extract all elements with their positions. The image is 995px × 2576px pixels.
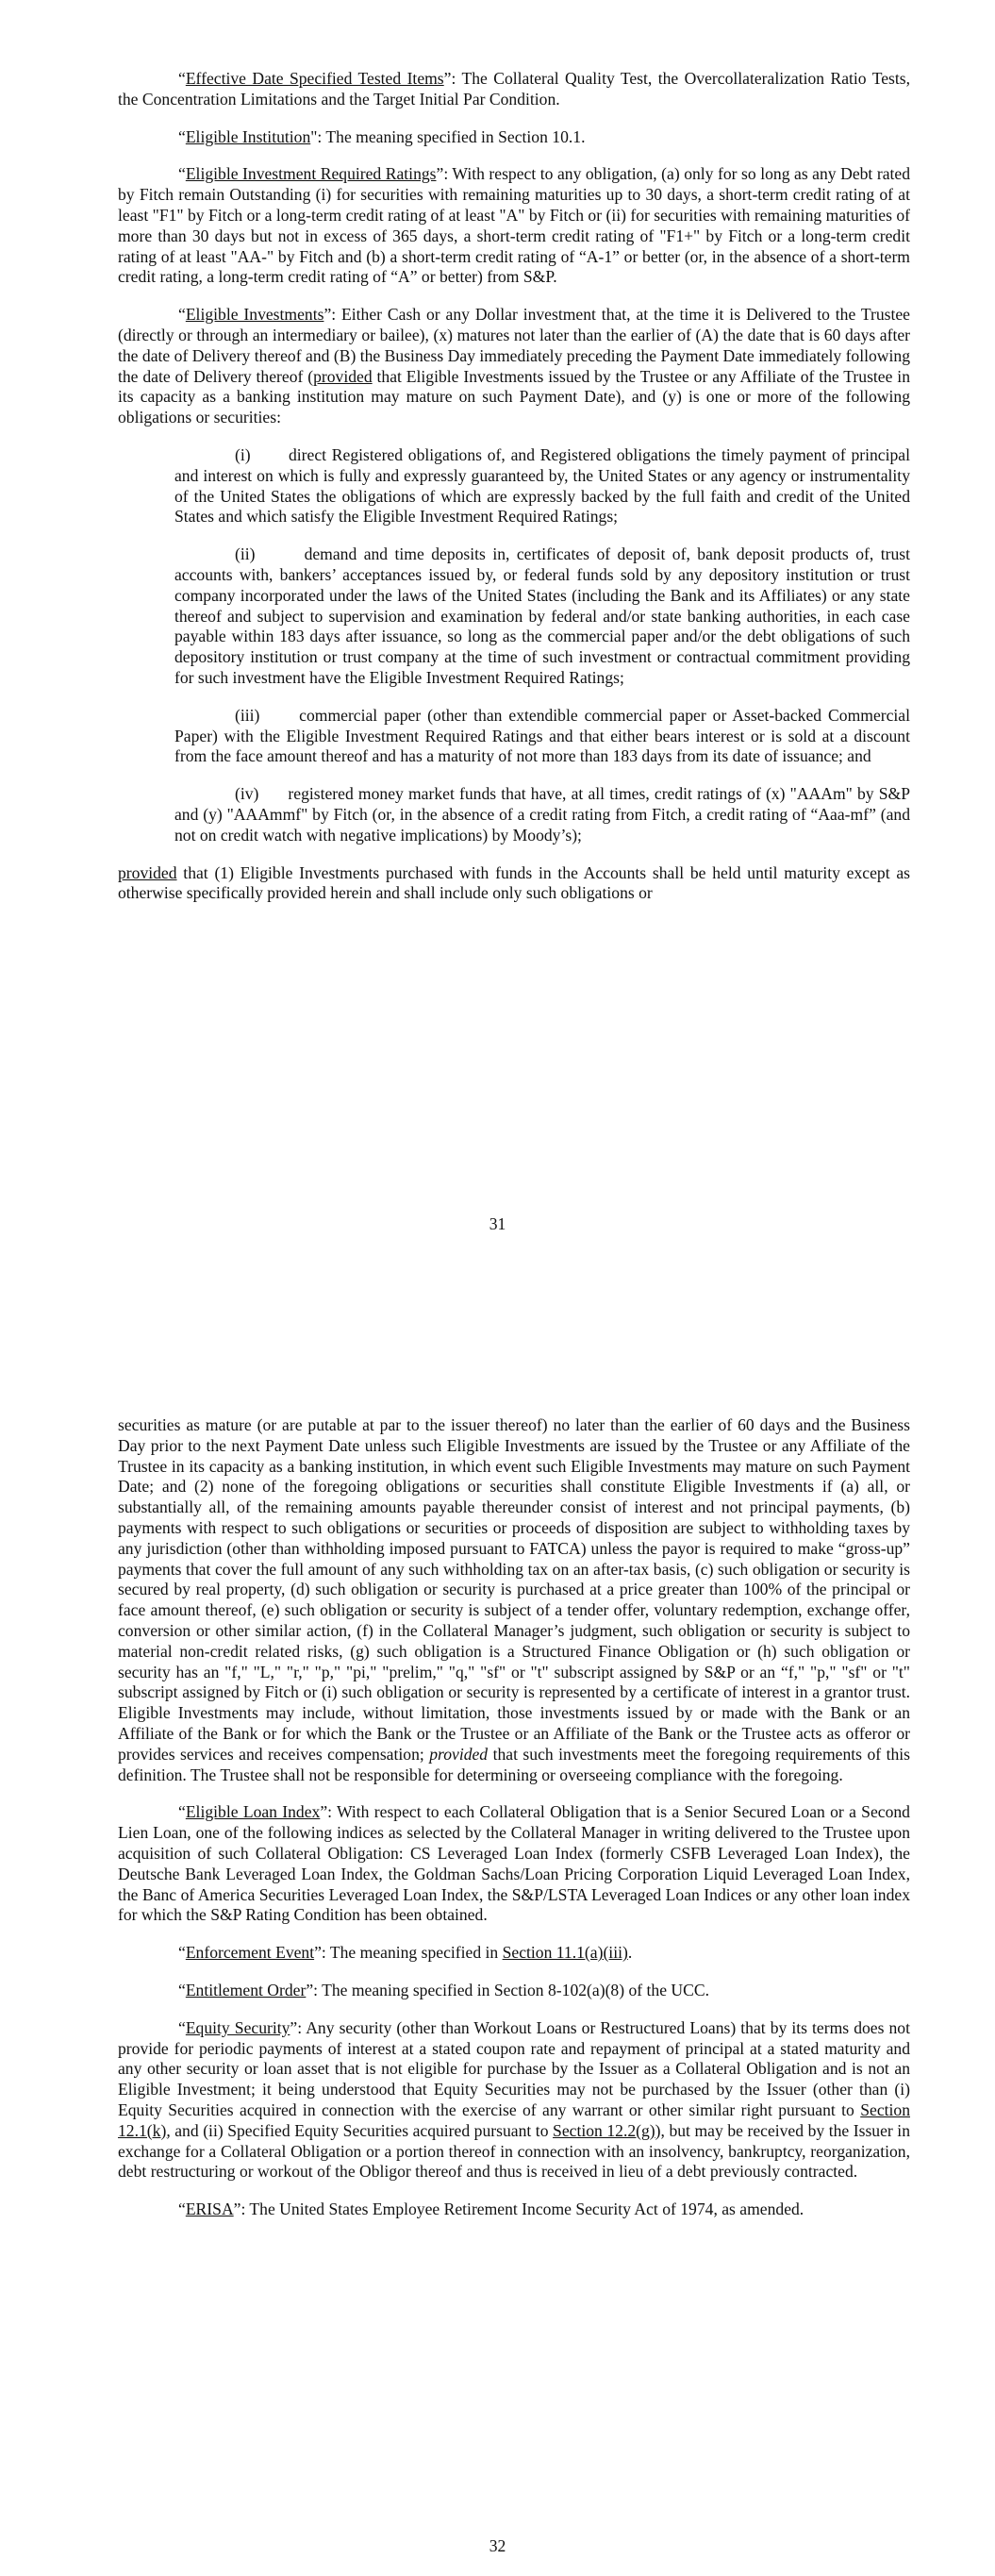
quote-mark: “ bbox=[178, 2200, 186, 2219]
definition-erisa bbox=[118, 2200, 910, 2220]
section-reference: Section 11.1(a)(iii) bbox=[502, 1943, 628, 1963]
list-item-number: (iv) bbox=[235, 784, 259, 804]
definition-text-continued: that Eligible Investments issued by the Trustee or any Affiliate of the Trustee in its capacity as a banking institution may mature on such Payment Date), and (y) is one or more of the following obligations or securities: bbox=[118, 366, 910, 427]
list-item-number: (ii) bbox=[235, 544, 256, 564]
definition-text: ”: The meaning specified in Section 8-102(a)(8) of the UCC. bbox=[306, 1980, 709, 1999]
paragraph-text: securities as mature (or are putable at par to the issuer thereof) no later than the earlier of 60 days and the Business Day prior to the next Payment Date unless such Eligible Investments are issued by the Trustee or any Affiliate of the Trustee in its capacity as a banking institution, in which event such Eligible Investments may mature on such Payment Date; and (2) none of the foregoing obligations or securities shall constitute Eligible Investments if (a) all, or substantially all, of the remaining amounts payable thereunder consist of interest and not principal payments, (b) payments with respect to such obligations or securities or proceeds of disposition are subject to withholding taxes by any jurisdiction (other than withholding imposed pursuant to FATCA) unless the payor is required to make “gross-up” payments that cover the full amount of any such withholding tax on an after-tax basis, (c) such obligation or security is secured by real property, (d) such obligation or security is purchased at a price greater than 100% of the principal or face amount thereof, (e) such obligation or security is subject of a tender offer, voluntary redemption, exchange offer, conversion or other similar action, (f) in the Collateral Manager’s judgment, such obligation or security is subject to material non-credit related risks, (g) such obligation is a Structured Finance Obligation or (h) such obligation or security has an "f," "L," "r," "p," "pi," "prelim," "q," "sf" or "t" subscript assigned by S&P or an “f," "p," "sf" or "t" subscript assigned by Fitch or (i) such obligation or security is represented by a certificate of interest in a grantor trust. Eligible Investments may include, without limitation, those investments issued by or made with the Bank or an Affiliate of the Bank or for which the Bank or the Trustee or an Affiliate of the Bank or the Trustee acts as offeror or provides services and receives compensation; bbox=[118, 1415, 910, 1764]
quote-mark: “ bbox=[178, 1802, 186, 1822]
quote-mark: “ bbox=[178, 1943, 186, 1963]
defined-term: Effective Date Specified Tested Items bbox=[185, 69, 444, 88]
definition-text-end: . bbox=[627, 1943, 633, 1963]
provided-paragraph-continued bbox=[118, 1415, 910, 1785]
list-item-number: (iii) bbox=[235, 705, 260, 725]
list-item-text: direct Registered obligations of, and Registered obligations the timely payment of principal and interest on which is fully and expressly guaranteed by, the United States or any agency or instrumentality of the United States the obligations of which are expressly backed by the full faith and credit of the United States and which satisfy the Eligible Investment Required Ratings; bbox=[174, 444, 911, 527]
defined-term: Entitlement Order bbox=[185, 1980, 307, 1999]
defined-term: Eligible Institution bbox=[185, 126, 311, 146]
definition-text: ”: With respect to each Collateral Obligation that is a Senior Secured Loan or a Second Lien Loan, one of the following indices as selected by the Collateral Manager in writing delivered to the Trustee upon acquisition of such Collateral Obligation: CS Leveraged Loan Index (formerly CSFB Leveraged Loan Index), the Deutsche Bank Leveraged Loan Index, the Goldman Sachs/Loan Pricing Corporation Liquid Leveraged Loan Index, the Banc of America Securities Leveraged Loan Index, the S&P/LSTA Leveraged Loan Indices or any other loan index for which the S&P Rating Condition has been obtained. bbox=[118, 1802, 910, 1925]
provided-text: that (1) Eligible Investments purchased with funds in the Accounts shall be held until maturity except as otherwise specifically provided herein and shall include only such obligations or bbox=[118, 862, 910, 903]
definition-text: ”: The meaning specified in bbox=[314, 1943, 503, 1963]
definition-enforcement-event bbox=[118, 1943, 910, 1964]
list-item-i bbox=[174, 445, 910, 527]
definition-text: ": The meaning specified in Section 10.1. bbox=[310, 126, 586, 146]
list-item-text: demand and time deposits in, certificates of deposit of, bank deposit products of, trust accounts with, bankers’ acceptances issued by, or federal funds sold by any depository institution or trust company incorporated under the laws of the United States (including the Bank and its Affiliates) or any state thereof and subject to supervision and examination by federal and/or state banking authorities, in each case payable within 183 days after issuance, so long as the commercial paper and/or the debt obligations of such depository institution or trust company at the time of such investment or contractual commitment providing for such investment have the Eligible Investment Required Ratings; bbox=[174, 544, 910, 687]
list-item-ii bbox=[174, 544, 910, 689]
defined-term: Enforcement Event bbox=[185, 1943, 315, 1963]
page-31 bbox=[118, 69, 910, 904]
quote-mark: “ bbox=[178, 164, 186, 184]
page-number: 31 bbox=[489, 1214, 506, 1233]
paragraph-text-continued: that such investments meet the foregoing requirements of this definition. The Trustee shall not be responsible for determining or overseeing compliance with the foregoing. bbox=[118, 1744, 910, 1784]
definition-equity-security bbox=[118, 2018, 910, 2183]
definition-text: ”: Either Cash or any Dollar investment that, at the time it is Delivered to the Trustee (directly or through an intermediary or bailee), (x) matures not later than the earlier of (A) the date that is 60 days after the date of Delivery thereof and (B) the Business Day immediately preceding the Payment Date immediately following the date of Delivery thereof ( bbox=[118, 305, 910, 386]
section-reference: Section 12.1(k) bbox=[118, 2099, 910, 2140]
defined-term: Equity Security bbox=[185, 2017, 290, 2037]
defined-term: Eligible Investment Required Ratings bbox=[185, 164, 437, 184]
quote-mark: “ bbox=[178, 2017, 186, 2037]
provided-paragraph bbox=[118, 863, 910, 905]
definition-eligible-investment-required-ratings bbox=[118, 164, 910, 288]
definition-eligible-loan-index bbox=[118, 1802, 910, 1926]
defined-term: ERISA bbox=[185, 2200, 234, 2219]
definition-eligible-institution bbox=[118, 127, 910, 148]
definition-text: ”: The Collateral Quality Test, the Overcollateralization Ratio Tests, the Concentration Limitations and the Target Initial Par Condition. bbox=[118, 69, 910, 109]
definition-eligible-investments bbox=[118, 305, 910, 428]
quote-mark: “ bbox=[178, 126, 186, 146]
list-item-text: commercial paper (other than extendible commercial paper or Asset-backed Commercial Paper) with the Eligible Investment Required Ratings and that either bears interest or is sold at a discount from the face amount thereof and has a maturity of not more than 183 days from its date of issuance; and bbox=[174, 705, 911, 766]
defined-term: Eligible Investments bbox=[185, 305, 324, 325]
definition-text: ”: Any security (other than Workout Loans or Restructured Loans) that by its terms does not provide for periodic payments of interest at a stated coupon rate and repayment of principal at a stated maturity and any other security or loan asset that is not eligible for purchase by the Issuer as a Collateral Obligation and is not an Eligible Investment; it being understood that Equity Securities may not be purchased by the Issuer (other than (i) Equity Securities acquired in connection with the exercise of any warrant or other similar right pursuant to bbox=[118, 2017, 910, 2119]
page-32 bbox=[118, 1415, 910, 2220]
definition-entitlement-order bbox=[118, 1981, 910, 2001]
quote-mark: “ bbox=[178, 1980, 186, 1999]
list-item-number: (i) bbox=[235, 444, 251, 464]
definition-text-end: ), but may be received by the Issuer in exchange for a Collateral Obligation or a portion thereof in connection with an insolvency, bankruptcy, reorganization, debt restructuring or workout of the Obligor thereof and thus is received in lieu of a debt previously contracted. bbox=[118, 2120, 910, 2182]
provided-term: provided bbox=[118, 862, 177, 882]
section-reference: Section 12.2(g) bbox=[553, 2120, 655, 2140]
definition-text-continued: , and (ii) Specified Equity Securities acquired pursuant to bbox=[166, 2120, 554, 2140]
defined-term: Eligible Loan Index bbox=[185, 1802, 321, 1822]
page-number: 32 bbox=[489, 2536, 506, 2555]
list-item-text: registered money market funds that have, at all times, credit ratings of (x) "AAAm" by S&P and (y) "AAAmmf" by Fitch (or, in the absence of a credit rating from Fitch, a credit rating of “Aaa-mf” (and not on credit watch with negative implications) by Moody’s); bbox=[174, 784, 910, 845]
provided-term: provided bbox=[429, 1744, 489, 1764]
quote-mark: “ bbox=[178, 305, 186, 325]
provided-term: provided bbox=[313, 366, 373, 386]
list-item-iii bbox=[174, 706, 910, 767]
definition-text: ”: The United States Employee Retirement Income Security Act of 1974, as amended. bbox=[233, 2200, 804, 2219]
quote-mark: “ bbox=[178, 69, 186, 88]
definition-text: ”: With respect to any obligation, (a) only for so long as any Debt rated by Fitch remain Outstanding (i) for securities with remaining maturities up to 30 days, a short-term credit rating of at least "F1" by Fitch or a long-term credit rating of at least "A" by Fitch or (ii) for securities with remaining maturities of more than 30 days but not in excess of 365 days, a short-term credit rating of "F1+" by Fitch or a long-term credit rating of at least "AA-" by Fitch and (b) a short-term credit rating of “A-1” or better (or, in the absence of a short-term credit rating, a long-term credit rating of “A” or better) from S&P. bbox=[118, 164, 910, 287]
list-item-iv bbox=[174, 784, 910, 845]
definition-effective-date-specified-tested-items bbox=[118, 69, 910, 110]
